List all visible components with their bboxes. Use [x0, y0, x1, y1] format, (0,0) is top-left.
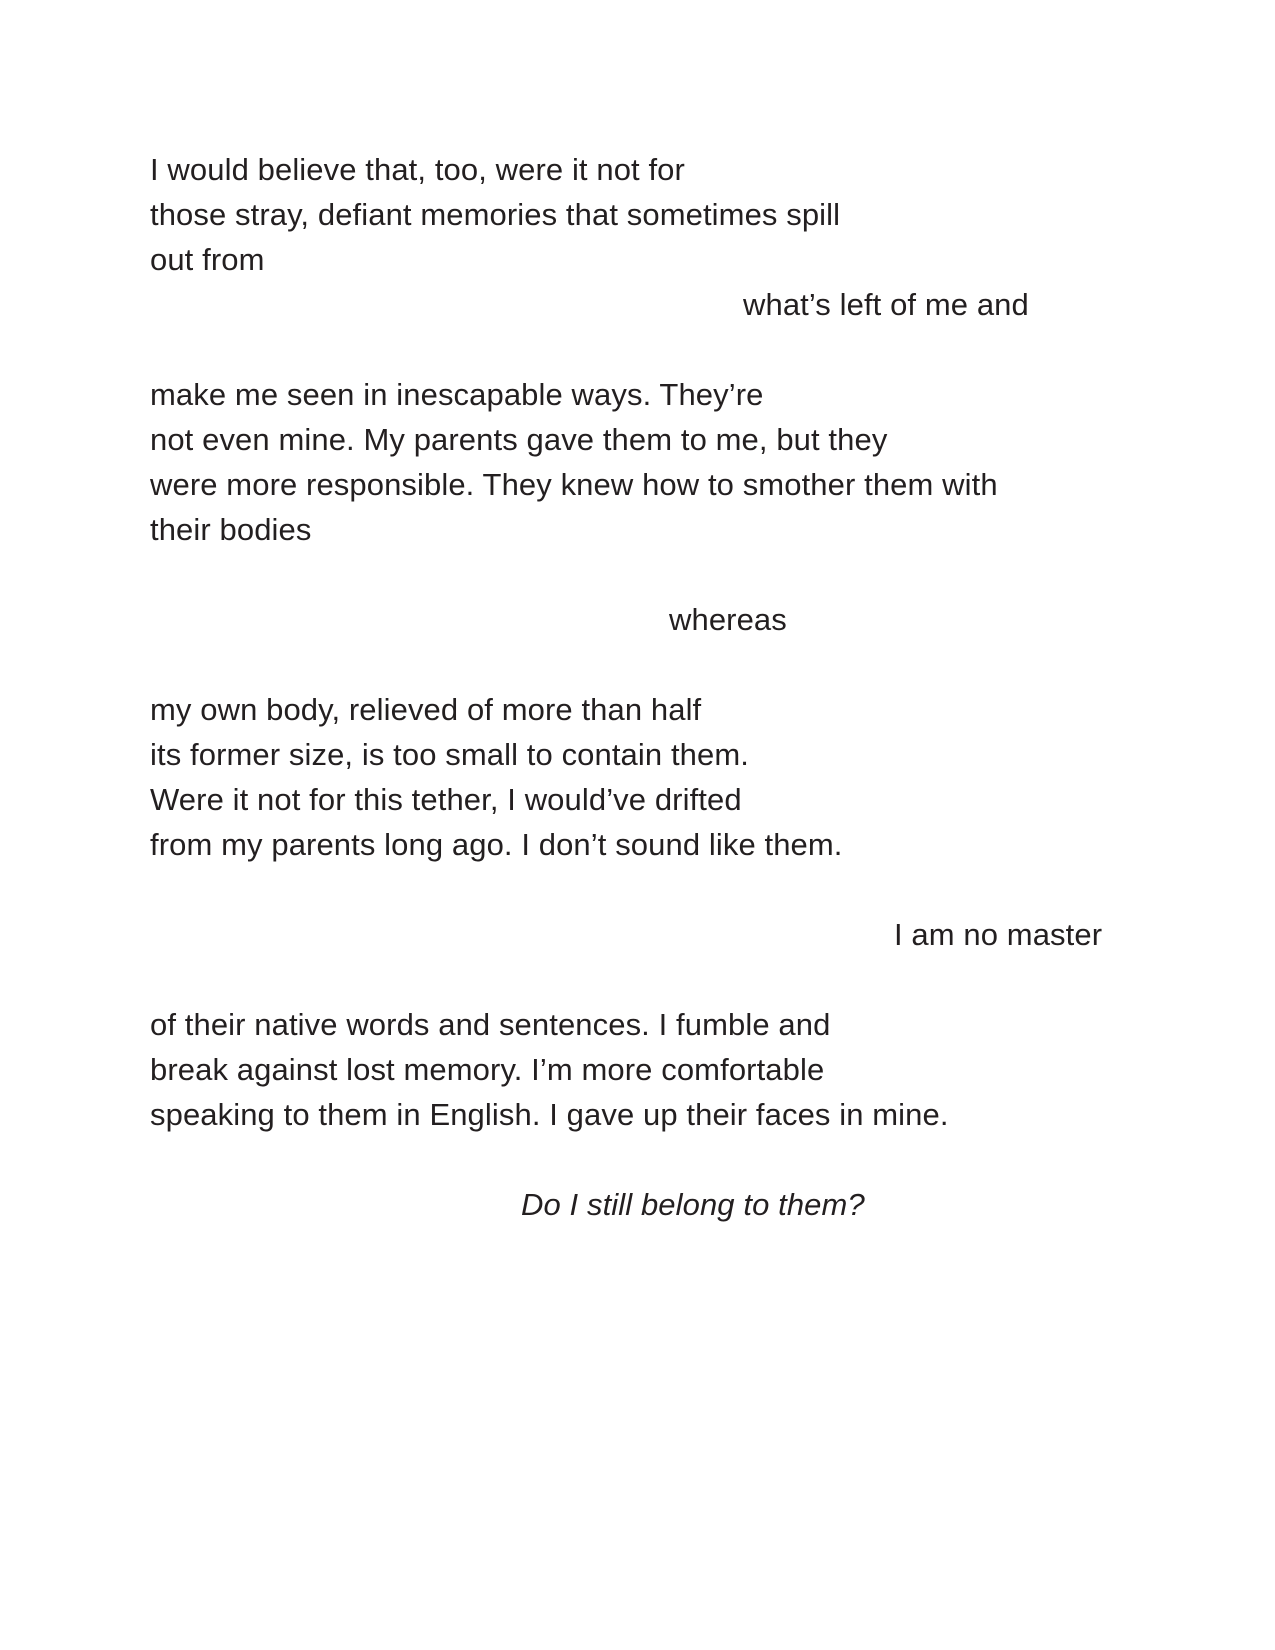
poem-line: out from [150, 242, 265, 277]
poem-closing-line: Do I still belong to them? [521, 1187, 865, 1222]
poem-line: those stray, defiant memories that sometimes spill [150, 197, 841, 232]
poem-line: I would believe that, too, were it not for [150, 152, 685, 187]
poem-line: from my parents long ago. I don’t sound like them. [150, 827, 843, 862]
poem-line: its former size, is too small to contain them. [150, 737, 749, 772]
poem-indented-line: I am no master [894, 917, 1103, 952]
poem-line: speaking to them in English. I gave up their faces in mine. [150, 1097, 949, 1132]
poem-indented-line: what’s left of me and [743, 287, 1029, 322]
poem-line: Were it not for this tether, I would’ve drifted [150, 782, 742, 817]
poem-line: my own body, relieved of more than half [150, 692, 702, 727]
poem-indented-line: whereas [669, 602, 787, 637]
poem-line: their bodies [150, 512, 312, 547]
poem-line: break against lost memory. I’m more comfortable [150, 1052, 825, 1087]
poem-line: were more responsible. They knew how to smother them with [150, 467, 998, 502]
poem-line: make me seen in inescapable ways. They’re [150, 377, 764, 412]
poem-line: not even mine. My parents gave them to me, but they [150, 422, 888, 457]
poem-line: of their native words and sentences. I fumble and [150, 1007, 831, 1042]
